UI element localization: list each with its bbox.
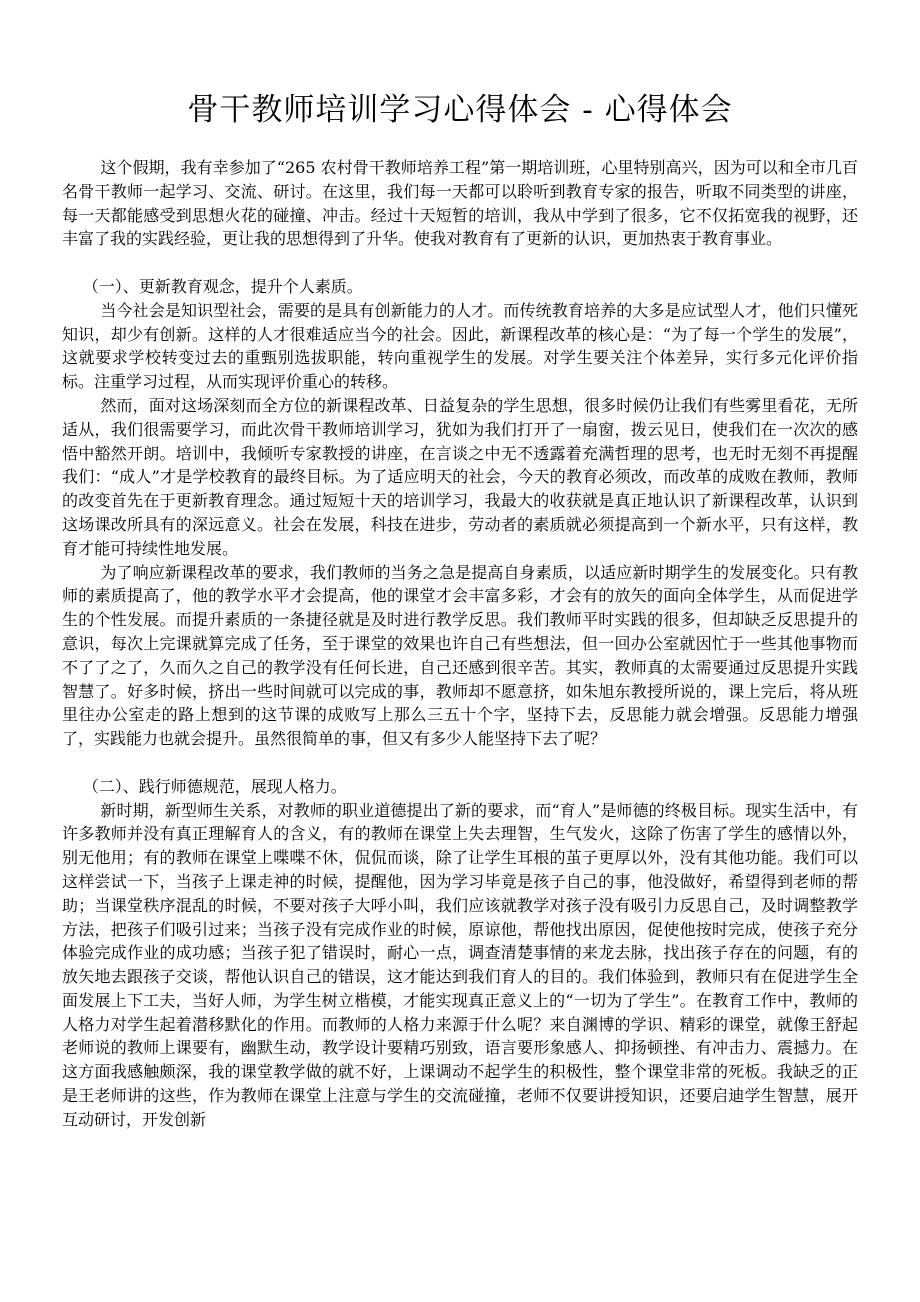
- section-1-paragraph-1: 当今社会是知识型社会，需要的是具有创新能力的人才。而传统教育培养的大多是应试型人才，他们只懂死知识，却少有创新。这样的人才很难适应当今的社会。因此，新课程改革的核心是：“为了每一个学生的发展”，这就要求学校转变过去的重甄别选拔职能，转向重视学生的发展。对学生要关注个体差异，实行多元化评价指标。注重学习过程，从而实现评价重心的转移。: [62, 300, 858, 392]
- section-1-paragraph-2: 然而，面对这场深刻而全方位的新课程改革、日益复杂的学生思想，很多时候仍让我们有些雾里看花，无所适从，我们很需要学习，而此次骨干教师培训学习，犹如为我们打开了一扇窗，拨云见日，使我们在一次次的感悟中豁然开朗。培训中，我倾听专家教授的讲座，在言谈之中无不透露着充满哲理的思考，也无时无刻不再提醒我们：“成人”才是学校教育的最终目标。为了适应明天的社会，今天的教育必须改，而改革的成败在教师，教师的改变首先在于更新教育理念。通过短短十天的培训学习，我最大的收获就是真正地认识了新课程改革，认识到这场课改所具有的深远意义。社会在发展，科技在进步，劳动者的素质就必须提高到一个新水平，只有这样，教育才能可持续性地发展。: [62, 395, 858, 558]
- section-1-paragraph-3: 为了响应新课程改革的要求，我们教师的当务之急是提高自身素质，以适应新时期学生的发展变化。只有教师的素质提高了，他的教学水平才会提高，他的课堂才会丰富多彩，才会有的放矢的面向全体学生，从而促进学生的个性发展。而提升素质的一条捷径就是及时进行教学反思。我们教师平时实践的很多，但却缺乏反思提升的意识，每次上完课就算完成了任务，至于课堂的效果也许自己有些想法，但一回办公室就因忙于一些其他事物而不了了之了，久而久之自己的教学没有任何长进，自己还感到很辛苦。其实，教师真的太需要通过反思提升实践智慧了。好多时候，挤出一些时间就可以完成的事，教师却不愿意挤，如朱旭东教授所说的，课上完后，将从班里往办公室走的路上想到的这节课的成败写上那么三五十个字，坚持下去，反思能力就会增强。反思能力增强了，实践能力也就会提升。虽然很简单的事，但又有多少人能坚持下去了呢？: [62, 562, 858, 749]
- paragraph-gap: [62, 251, 858, 275]
- section-2-heading: （二）、践行师德规范，展现人格力。: [82, 776, 347, 796]
- section-2-paragraph-1: 新时期，新型师生关系，对教师的职业道德提出了新的要求，而“育人”是师德的终极目标。现实生活中，有许多教师并没有真正理解育人的含义，有的教师在课堂上失去理智，生气发火，这除了伤害了学生的感情以外，别无他用；有的教师在课堂上喋喋不休，侃侃而谈，除了让学生耳根的茧子更厚以外，没有其他功能。我们可以这样尝试一下，当孩子上课走神的时候，提醒他，因为学习毕竟是孩子自己的事，他没做好，希望得到老师的帮助；当课堂秩序混乱的时候，不要对孩子大呼小叫，我们应该就教学对孩子没有吸引力反思自己，及时调整教学方法，把孩子们吸引过来；当孩子没有完成作业的时候，原谅他，帮他找出原因，促使他按时完成，使孩子充分体验完成作业的成功感；当孩子犯了错误时，耐心一点，调查清楚事情的来龙去脉，找出孩子存在的问题，有的放矢地去跟孩子交谈，帮他认识自己的错误，这才能达到我们育人的目的。我们体验到，教师只有在促进学生全面发展上下工夫，当好人师，为学生树立楷模，才能实现真正意义上的“一切为了学生”。在教育工作中，教师的人格力对学生起着潜移默化的作用。而教师的人格力来源于什么呢？来自渊博的学识、精彩的课堂，就像王舒起老师说的教师上课要有，幽默生动，教学设计要精巧别致，语言要形象感人、抑扬顿挫、有冲击力、震撼力。在这方面我感触颇深，我的课堂教学做的就不好，上课调动不起学生的积极性，整个课堂非常的死板。我缺乏的正是王老师讲的这些，作为教师在课堂上注意与学生的交流碰撞，老师不仅要讲授知识，还要启迪学生智慧，展开互动研讨，开发创新: [62, 800, 858, 1129]
- document-title: 骨干教师培训学习心得体会 - 心得体会: [187, 92, 733, 128]
- section-1-heading: （一）、更新教育观念，提升个人素质。: [82, 276, 363, 296]
- intro-paragraph: 这个假期，我有幸参加了“265 农村骨干教师培养工程”第一期培训班，心里特别高兴，因为可以和全市几百名骨干教师一起学习、交流、研讨。在这里，我们每一天都可以聆听到教育专家的报告，听取不同类型的讲座，每一天都能感受到思想火花的碰撞、冲击。经过十天短暂的培训，我从中学到了很多，它不仅拓宽我的视野，还丰富了我的实践经验，更让我的思想得到了升华。使我对教育有了更新的认识，更加热衷于教育事业。: [62, 158, 858, 249]
- paragraph-gap: [62, 751, 858, 775]
